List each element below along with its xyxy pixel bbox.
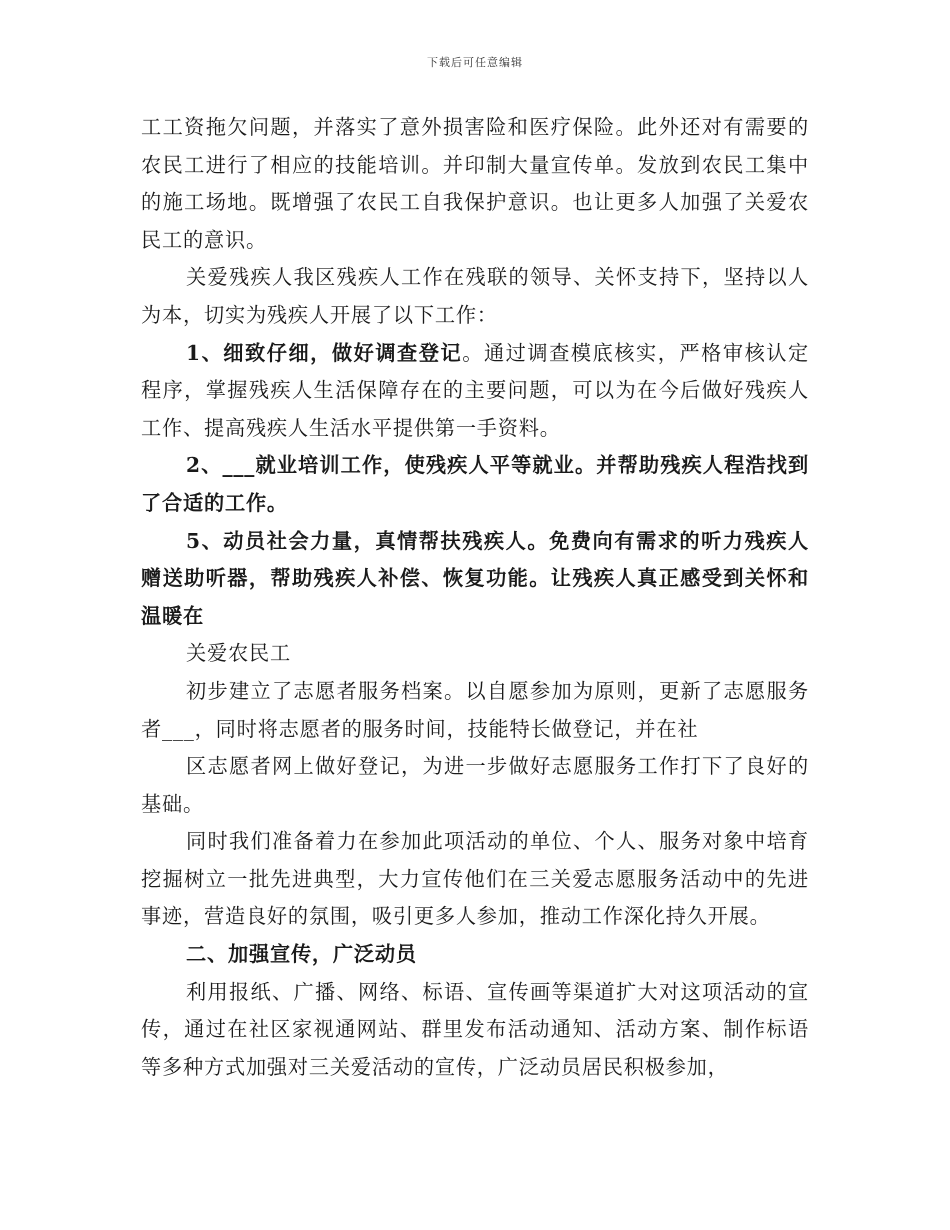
paragraph-volunteer-registration: 区志愿者网上做好登记，为进一步做好志愿服务工作打下了良好的基础。	[141, 754, 809, 816]
paragraph-disabled-care-intro: 关爱残疾人我区残疾人工作在残联的领导、关怀支持下，坚持以人为本，切实为残疾人开展了以下工作：	[141, 265, 809, 327]
paragraph-migrant-care-heading: 关爱农民工	[186, 641, 291, 666]
section-heading-publicity: 二、加强宣传，广泛动员	[186, 942, 417, 967]
paragraph-volunteer-archive: 初步建立了志愿者服务档案。以自愿参加为原则，更新了志愿服务者___，同时将志愿者的服务时间，技能特长做登记，并在社	[141, 678, 809, 741]
paragraph-publicity-channels: 利用报纸、广播、网络、标语、宣传画等渠道扩大对这项活动的宣传，通过在社区家视通网站、群里发布活动通知、活动方案、制作标语等多种方式加强对三关爱活动的宣传，广泛动员居民积极参加，	[141, 979, 809, 1079]
item-1-lead: 1、细致仔细，做好调查登记	[186, 340, 463, 365]
paragraph-item-2: 2、___就业培训工作，使残疾人平等就业。并帮助残疾人程浩找到了合适的工作。	[141, 453, 809, 515]
paragraph-item-1	[141, 335, 809, 448]
page-header-note: 下载后可任意编辑	[427, 56, 523, 69]
paragraph-item-5: 5、动员社会力量，真情帮扶残疾人。免费向有需求的听力残疾人赠送助听器，帮助残疾人补偿、恢复功能。让残疾人真正感受到关怀和温暖在	[141, 528, 809, 628]
paragraph-migrant-worker-insurance: 工工资拖欠问题，并落实了意外损害险和医疗保险。此外还对有需要的农民工进行了相应的技能培训。并印制大量宣传单。发放到农民工集中的施工场地。既增强了农民工自我保护意识。也让更多人加强了关爱农民工的意识。	[141, 115, 809, 252]
document-body	[141, 109, 809, 1086]
item-1-body: 。通过调查模底核实，严格审核认定程序，掌握残疾人生活保障存在的主要问题，可以为在今后做好残疾人工作、提高残疾人生活水平提供第一手资料。	[141, 340, 809, 440]
paragraph-typical-models: 同时我们准备着力在参加此项活动的单位、个人、服务对象中培育挖掘树立一批先进典型，大力宣传他们在三关爱志愿服务活动中的先进事迹，营造良好的氛围，吸引更多人参加，推动工作深化持久开展。	[141, 829, 809, 929]
